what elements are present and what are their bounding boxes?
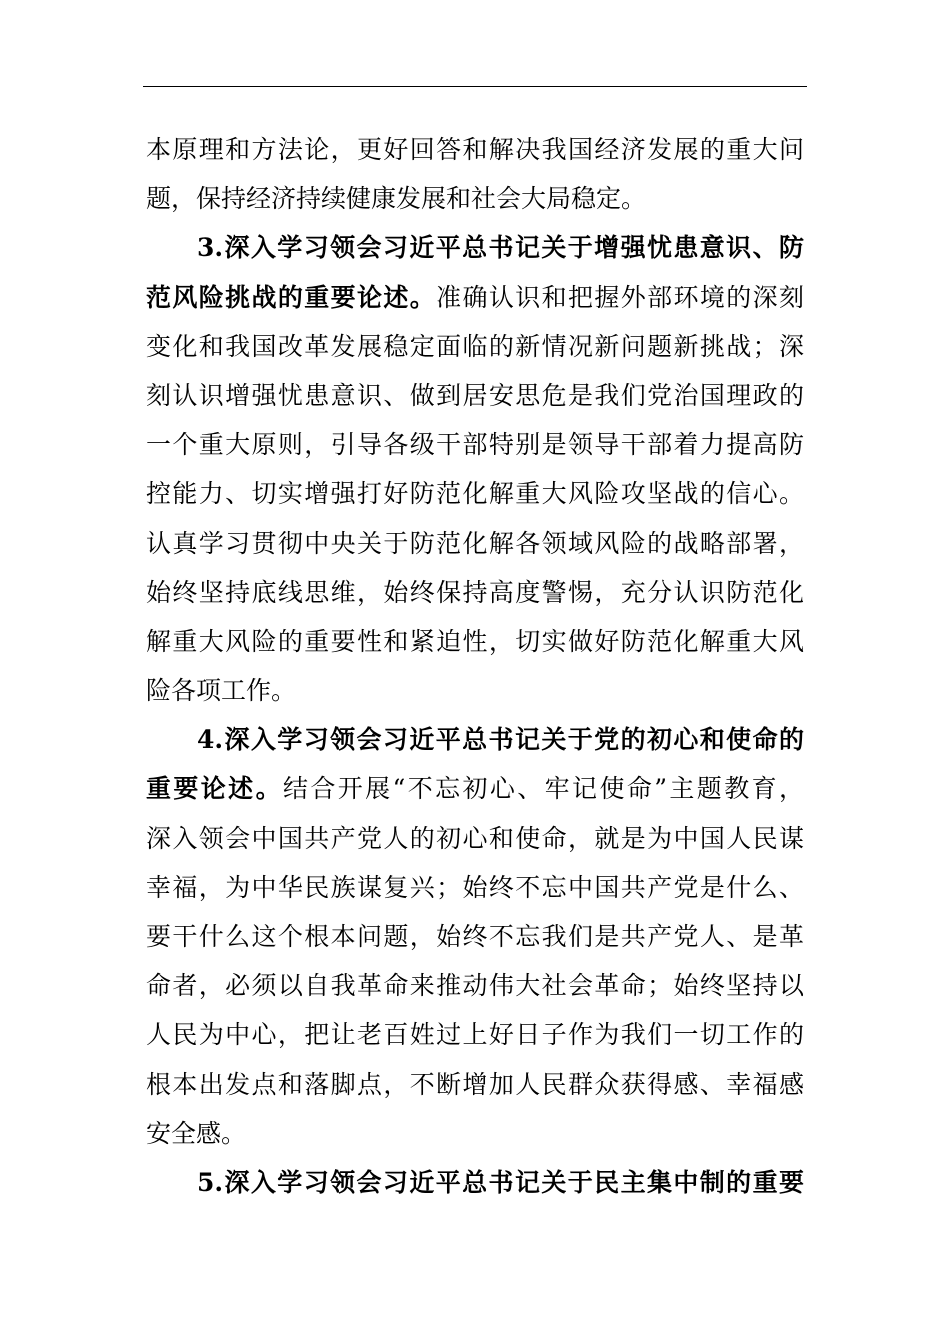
text-line (146, 223, 804, 272)
text-line (146, 666, 804, 715)
text-line (146, 1060, 804, 1109)
body-text: 一个重大原则，引导各级干部特别是领导干部着力提高防 (146, 430, 804, 460)
body-text: 刻认识增强忧患意识、做到居安思危是我们党治国理政的 (146, 380, 804, 410)
text-line (146, 125, 804, 174)
body-text: 准确认识和把握外部环境的深刻 (436, 282, 804, 312)
text-line (146, 814, 804, 863)
text-line (146, 1158, 804, 1207)
heading-text: 3.深入学习领会习近平总书记关于增强忧患意识、防 (197, 233, 804, 263)
text-line (146, 519, 804, 568)
text-line (146, 617, 804, 666)
body-text: 根本出发点和落脚点，不断增加人民群众获得感、幸福感 (146, 1069, 804, 1099)
text-line (146, 322, 804, 371)
paragraph-section-5 (146, 1158, 804, 1207)
text-line (146, 715, 804, 764)
body-text: 解重大风险的重要性和紧迫性，切实做好防范化解重大风 (146, 626, 804, 656)
heading-text: 4.深入学习领会习近平总书记关于党的初心和使命的 (197, 725, 804, 755)
document-body (146, 125, 804, 1207)
text-line (146, 469, 804, 518)
text-line (146, 174, 804, 223)
body-text: 幸福，为中华民族谋复兴；始终不忘中国共产党是什么、 (146, 872, 804, 902)
paragraph-section-3 (146, 223, 804, 715)
body-text: 本原理和方法论，更好回答和解决我国经济发展的重大问 (146, 135, 804, 164)
body-text: 安全感。 (146, 1118, 247, 1148)
header-rule (143, 86, 807, 87)
text-line (146, 764, 804, 813)
body-text: 结合开展“不忘初心、牢记使命”主题教育， (282, 774, 804, 804)
text-line (146, 912, 804, 961)
heading-text: 5.深入学习领会习近平总书记关于民主集中制的重要 (197, 1167, 804, 1197)
paragraph-section-4 (146, 715, 804, 1158)
body-text: 认真学习贯彻中央关于防范化解各领域风险的战略部署， (146, 528, 804, 558)
body-text: 题，保持经济持续健康发展和社会大局稳定。 (146, 184, 647, 214)
text-line (146, 371, 804, 420)
text-line (146, 420, 804, 469)
body-text: 始终坚持底线思维，始终保持高度警惕，充分认识防范化 (146, 577, 804, 607)
body-text: 深入领会中国共产党人的初心和使命，就是为中国人民谋 (146, 823, 804, 853)
body-text: 控能力、切实增强打好防范化解重大风险攻坚战的信心。 (146, 479, 804, 509)
body-text: 命者，必须以自我革命来推动伟大社会革命；始终坚持以 (146, 971, 804, 1001)
body-text: 险各项工作。 (146, 676, 297, 706)
text-line (146, 961, 804, 1010)
body-text: 人民为中心，把让老百姓过上好日子作为我们一切工作的 (146, 1020, 804, 1050)
text-line (146, 568, 804, 617)
text-line (146, 863, 804, 912)
text-line (146, 1010, 804, 1059)
heading-text: 范风险挑战的重要论述。 (146, 282, 437, 312)
text-line (146, 273, 804, 322)
text-line (146, 1109, 804, 1158)
body-text: 要干什么这个根本问题，始终不忘我们是共产党人、是革 (146, 922, 804, 951)
body-text: 变化和我国改革发展稳定面临的新情况新问题新挑战；深 (146, 331, 804, 361)
paragraph-continued (146, 125, 804, 223)
heading-text: 重要论述。 (146, 774, 283, 804)
